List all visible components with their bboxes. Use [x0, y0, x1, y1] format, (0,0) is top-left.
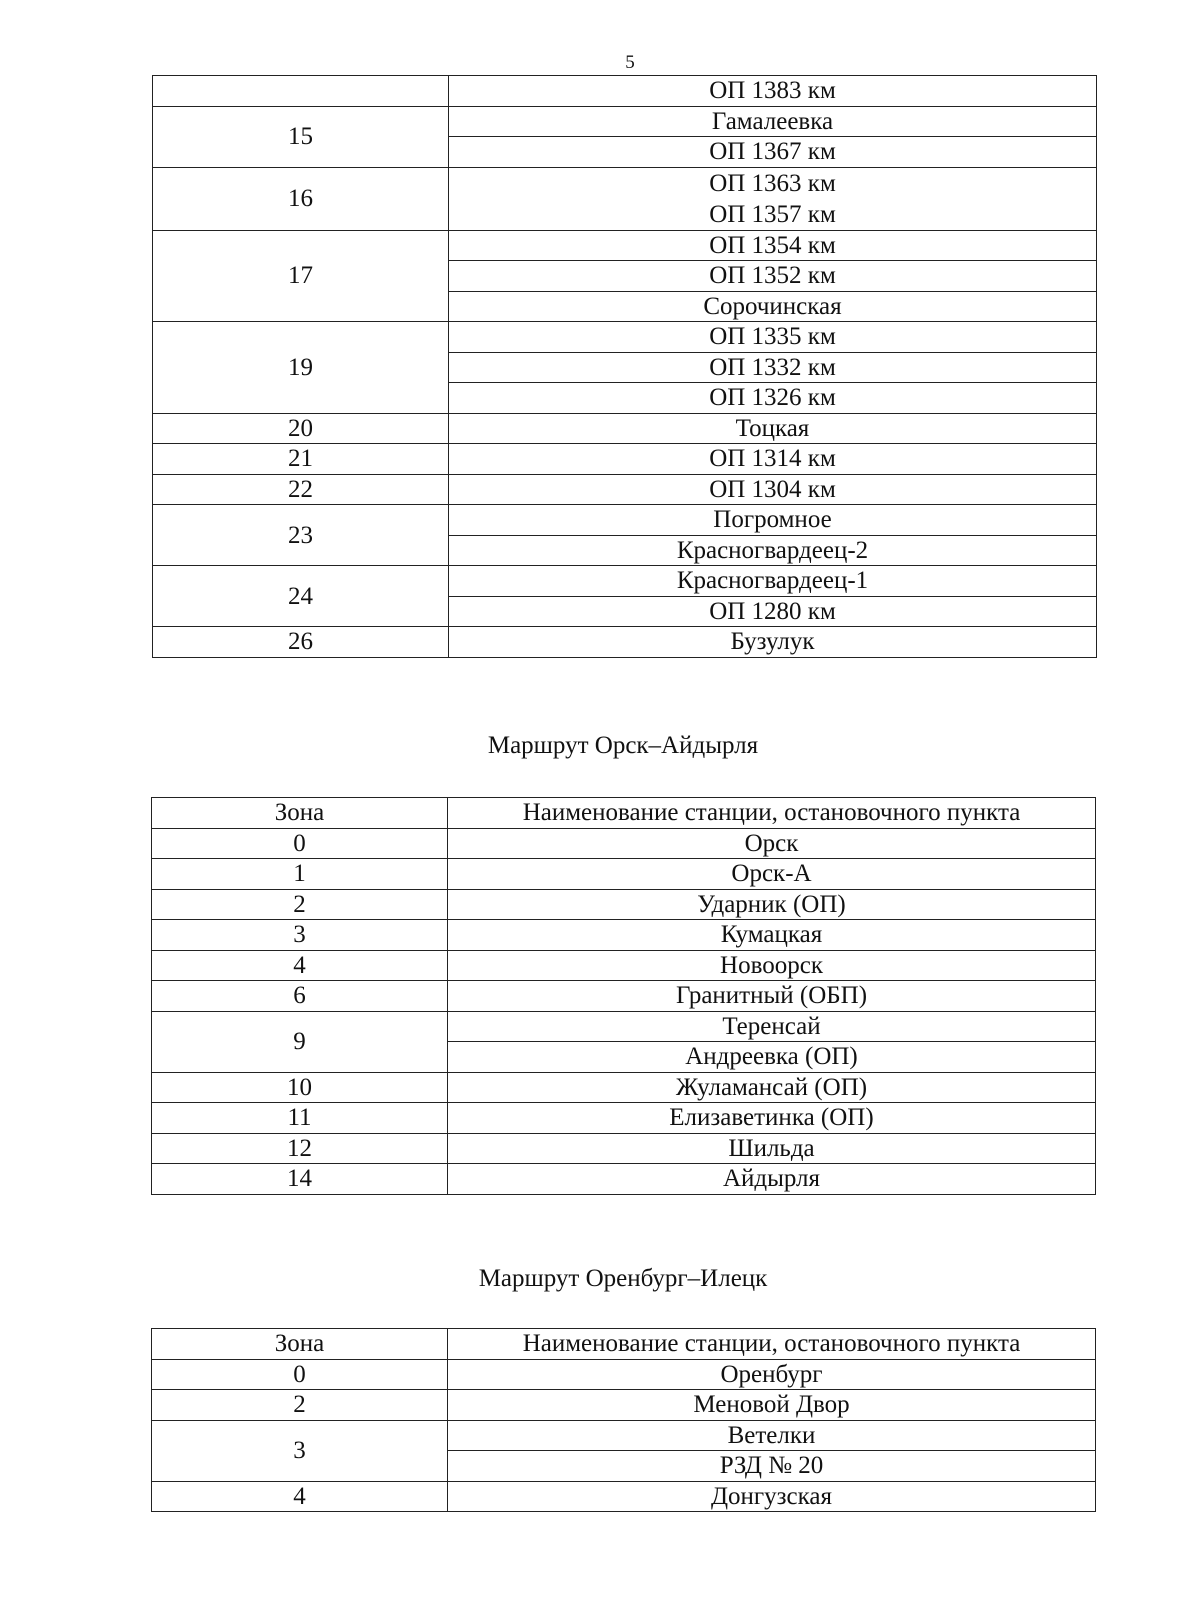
zone-cell: 3 [152, 920, 448, 951]
table-row [153, 444, 1097, 475]
station-cell: ОП 1335 км [449, 322, 1097, 353]
station-cell: Ударник (ОП) [448, 889, 1096, 920]
station-name: ОП 1363 км [709, 169, 836, 197]
station-cell: Оренбург [448, 1359, 1096, 1390]
zone-table-orenburg-iletsk [151, 1328, 1096, 1512]
table-row [153, 106, 1097, 137]
station-cell: Елизаветинка (ОП) [448, 1103, 1096, 1134]
station-cell: ОП 1367 км [449, 137, 1097, 168]
station-cell: Ветелки [448, 1420, 1096, 1451]
zone-table-orsk-aydyrlya [151, 797, 1096, 1195]
table-row [153, 230, 1097, 261]
table-row [152, 1103, 1096, 1134]
zone-cell: 6 [152, 981, 448, 1012]
station-cell: Гранитный (ОБП) [448, 981, 1096, 1012]
route-title-orenburg: Маршрут Оренбург–Илецк [478, 1265, 768, 1292]
zone-cell: 2 [152, 889, 448, 920]
table-header-row [152, 1329, 1096, 1360]
table-row [152, 1133, 1096, 1164]
station-cell: Андреевка (ОП) [448, 1042, 1096, 1073]
zone-cell: 16 [153, 167, 449, 230]
zone-cell: 9 [152, 1011, 448, 1072]
table-row [152, 1011, 1096, 1042]
table-row [152, 1359, 1096, 1390]
station-cell: ОП 1280 км [449, 596, 1097, 627]
zone-cell: 0 [152, 828, 448, 859]
station-cell: Красногвардеец-2 [449, 535, 1097, 566]
table-row [153, 566, 1097, 597]
zone-cell: 4 [152, 1481, 448, 1512]
station-cell: Тоцкая [449, 413, 1097, 444]
station-cell: Меновой Двор [448, 1390, 1096, 1421]
zone-cell: 22 [153, 474, 449, 505]
zone-table-continued [152, 75, 1097, 658]
table-row [152, 920, 1096, 951]
table-row [153, 413, 1097, 444]
station-cell: ОП 1304 км [449, 474, 1097, 505]
table-row [152, 859, 1096, 890]
zone-cell: 12 [152, 1133, 448, 1164]
station-cell: Кумацкая [448, 920, 1096, 951]
zone-cell: 0 [152, 1359, 448, 1390]
zone-cell: 20 [153, 413, 449, 444]
zone-cell: 17 [153, 230, 449, 322]
table-row [153, 474, 1097, 505]
zone-cell: 2 [152, 1390, 448, 1421]
table-row [152, 981, 1096, 1012]
zone-cell: 21 [153, 444, 449, 475]
station-cell: Орск-А [448, 859, 1096, 890]
station-cell: Погромное [449, 505, 1097, 536]
zone-cell: 1 [152, 859, 448, 890]
station-cell: Бузулук [449, 627, 1097, 658]
zone-cell: 26 [153, 627, 449, 658]
table-row [153, 76, 1097, 107]
zone-cell: 15 [153, 106, 449, 167]
station-cell: Сорочинская [449, 291, 1097, 322]
station-cell: ОП 1352 км [449, 261, 1097, 292]
station-cell: Гамалеевка [449, 106, 1097, 137]
zone-cell: 19 [153, 322, 449, 414]
table-row [152, 1164, 1096, 1195]
header-zone: Зона [152, 798, 448, 829]
page-number: 5 [625, 52, 635, 73]
station-cell: Новоорск [448, 950, 1096, 981]
table-row [152, 1072, 1096, 1103]
station-cell: Теренсай [448, 1011, 1096, 1042]
route-title-orsk: Маршрут Орск–Айдырля [487, 732, 759, 759]
station-cell: Айдырля [448, 1164, 1096, 1195]
zone-cell: 14 [152, 1164, 448, 1195]
table-row [153, 167, 1097, 230]
table-row [152, 950, 1096, 981]
station-cell [449, 167, 1097, 230]
station-cell: Орск [448, 828, 1096, 859]
zone-cell: 4 [152, 950, 448, 981]
zone-cell: 24 [153, 566, 449, 627]
station-cell: РЗД № 20 [448, 1451, 1096, 1482]
table-row [152, 1420, 1096, 1451]
station-cell: ОП 1354 км [449, 230, 1097, 261]
station-cell: Донгузская [448, 1481, 1096, 1512]
table-row [152, 1390, 1096, 1421]
zone-cell: 11 [152, 1103, 448, 1134]
station-cell: Жуламансай (ОП) [448, 1072, 1096, 1103]
station-name: ОП 1357 км [709, 200, 836, 228]
station-cell: ОП 1314 км [449, 444, 1097, 475]
header-zone: Зона [152, 1329, 448, 1360]
station-cell: Шильда [448, 1133, 1096, 1164]
table-row [153, 322, 1097, 353]
table-header-row [152, 798, 1096, 829]
zone-cell: 10 [152, 1072, 448, 1103]
station-cell: ОП 1332 км [449, 352, 1097, 383]
header-station-name: Наименование станции, остановочного пункта [448, 798, 1096, 829]
table-row [152, 828, 1096, 859]
table-row [152, 1481, 1096, 1512]
station-cell: ОП 1383 км [449, 76, 1097, 107]
table-row [153, 505, 1097, 536]
station-cell: ОП 1326 км [449, 383, 1097, 414]
header-station-name: Наименование станции, остановочного пункта [448, 1329, 1096, 1360]
zone-cell [153, 76, 449, 107]
zone-cell: 3 [152, 1420, 448, 1481]
table-row [153, 627, 1097, 658]
station-cell: Красногвардеец-1 [449, 566, 1097, 597]
zone-cell: 23 [153, 505, 449, 566]
table-row [152, 889, 1096, 920]
